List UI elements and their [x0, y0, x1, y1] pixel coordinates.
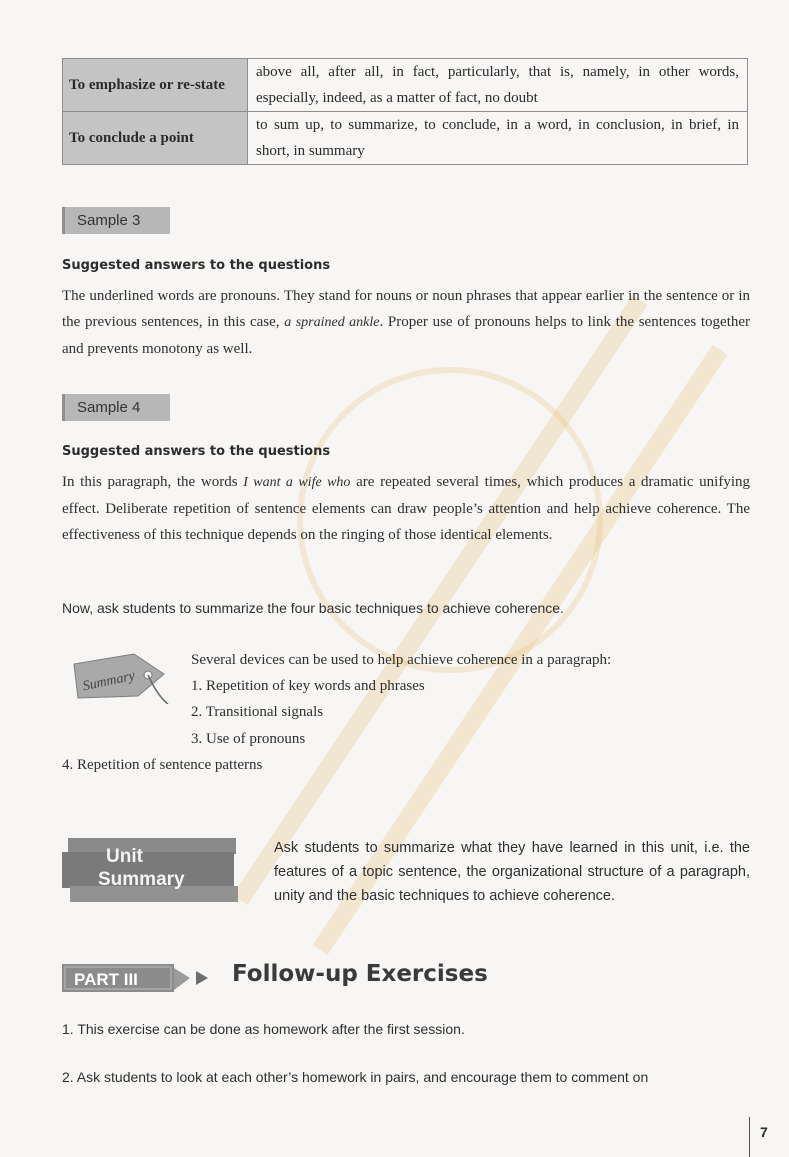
- sample-3-paragraph: [62, 283, 750, 362]
- part-three-badge: [62, 962, 210, 996]
- unit-badge-line1: Unit: [106, 846, 143, 867]
- unit-summary-badge: [62, 838, 240, 904]
- exercise-item: 2. Ask students to look at each other’s homework in pairs, and encourage them to comment on: [62, 1069, 649, 1085]
- summary-intro: Several devices can be used to help achieve coherence in a paragraph:: [191, 652, 612, 668]
- table-cell-words: above all, after all, in fact, particularly, that is, namely, in other words, especially, indeed, as a matter of fact, no doubt: [248, 59, 748, 112]
- summary-tag-icon: [64, 648, 170, 704]
- sample-4-text-a: In this paragraph, the words: [62, 474, 238, 490]
- part-badge-label: PART III: [74, 970, 138, 989]
- page-number: 7: [760, 1124, 768, 1140]
- sample-3-text-b: . Proper use of pronouns helps to link the sentences together and prevents monotony as well.: [62, 314, 751, 357]
- follow-up-title: Follow-up Exercises: [232, 961, 488, 987]
- summary-item: 1. Repetition of key words and phrases: [191, 678, 425, 694]
- sample-4-text-b: are repeated several times, which produces a dramatic unifying effect. Deliberate repetition of sentence elements can draw people’s attention and help achieve coherence. The effectiveness of this technique depends on the ringing of those identical elements.: [62, 474, 751, 543]
- table-row: [63, 59, 748, 112]
- table-row: [63, 112, 748, 165]
- summary-item: 4. Repetition of sentence patterns: [62, 757, 263, 773]
- function-label: To emphasize or re-state: [69, 77, 225, 93]
- page-number-rule: [749, 1117, 750, 1157]
- summary-tag-label: Summary: [81, 668, 137, 695]
- table-cell-function: [63, 59, 248, 112]
- sample-3-italic: a sprained ankle: [284, 315, 380, 330]
- sample-3-heading: Suggested answers to the questions: [62, 258, 331, 273]
- sample-4-paragraph: [62, 469, 750, 548]
- table-cell-function: To conclude a point: [63, 112, 248, 165]
- unit-summary-text: Ask students to summarize what they have learned in this unit, i.e. the features of a topic sentence, the organizational structure of a paragraph, unity and the basic techniques to achieve coherence.: [274, 840, 750, 904]
- sample-4-heading: Suggested answers to the questions: [62, 444, 331, 459]
- summary-item: 3. Use of pronouns: [191, 731, 306, 747]
- sample-3-label: Sample 3: [62, 207, 170, 234]
- table-cell-words: to sum up, to summarize, to conclude, in a word, in conclusion, in brief, in short, in summary: [248, 112, 748, 165]
- sample-4-italic: I want a wife who: [243, 475, 351, 490]
- sample-3-text-a: The underlined words are pronouns. They stand for nouns or noun phrases that appear earlier in the sentence or in the previous sentences, in this case,: [62, 288, 750, 330]
- unit-badge-line2: Summary: [98, 869, 185, 890]
- transition-table: [62, 58, 748, 165]
- summary-item: 2. Transitional signals: [191, 704, 324, 720]
- exercise-item: 1. This exercise can be done as homework after the first session.: [62, 1021, 465, 1037]
- sample-4-label: Sample 4: [62, 394, 170, 421]
- instruction-text: Now, ask students to summarize the four basic techniques to achieve coherence.: [62, 600, 564, 616]
